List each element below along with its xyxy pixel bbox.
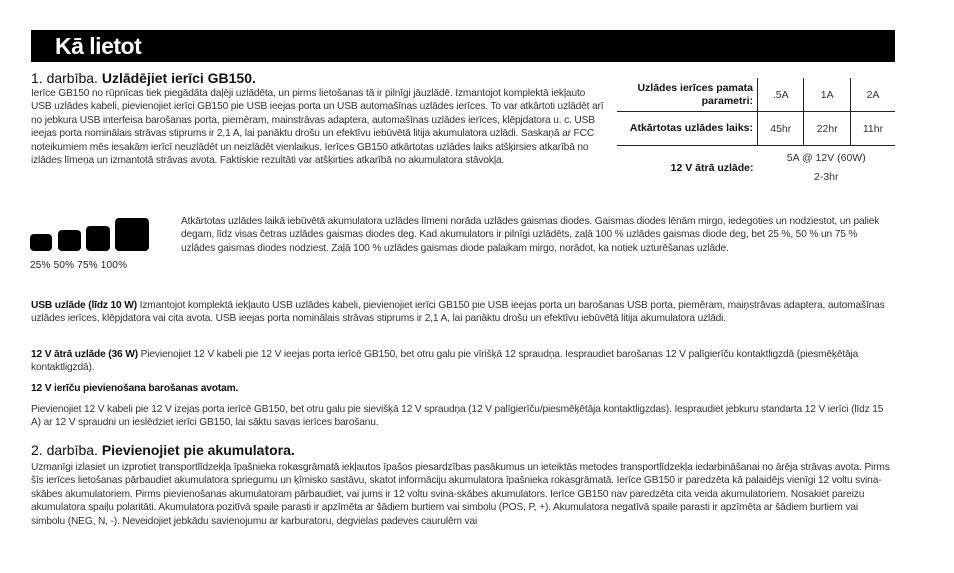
fast-charge-label: 12 V ātrā uzlāde:	[670, 161, 754, 174]
led-description: Atkārtotas uzlādes laikā iebūvētā akumulatora uzlādes līmeni norāda uzlādes gaismas diodes. Gaismas diodes lēnām mirgo, iedegoties un nodziestot, un paliek degam, līdz visas četras uzlādes gaismas diodes deg. Kad akumulators ir pilnīgi uzlādēts, zaļā 100 % uzlādes gaismas diode deg, bet 25 %, 50 % un 75 % uzlādes gaismas diodes nodziest. Zaļā 100 % uzlādes gaismas diode palaikam mirgo, norādot, ka notiek uzturēšanas uzlāde.	[181, 216, 880, 254]
usb-charging-body: Izmantojot komplektā iekļauto USB uzlādes kabeli, pievienojiet ierīci GB150 pie USB ieejas porta un barošanas USB porta, piemēram, maiņstrāvas adaptera, automašīnas uzlādes ierīces, klēpjdatora vai cita avota. USB ieejas porta nominālais strāvas stiprums ir 2,1 A, lai panāktu drošu un efektīvu iebūvētā litija akumulatora uzlādi.	[31, 300, 885, 325]
usb-charging-title: USB uzlāde (līdz 10 W)	[31, 300, 137, 311]
step1-prefix: 1. darbība.	[31, 70, 98, 86]
table-cell: 2A	[850, 78, 895, 112]
led-100-icon	[115, 218, 149, 251]
devices-12v-title: 12 V ierīču pievienošana barošanas avotam.	[31, 383, 239, 394]
table-cell: 22hr	[804, 112, 850, 146]
fast-charge-value	[758, 146, 896, 191]
devices-12v-title-block	[31, 382, 893, 395]
charger-rating-label: Uzlādes ierīces pamata parametri:	[617, 78, 758, 112]
charging-spec-table	[617, 78, 895, 190]
page-title: Kā lietot	[55, 33, 142, 59]
recharge-time-label: Atkārtotas uzlādes laiks:	[617, 112, 758, 146]
usb-charging-section	[31, 299, 893, 326]
fast-charge-power: 5A @ 12V (60W)	[786, 152, 866, 164]
fast-charge-body: Pievienojiet 12 V kabeli pie 12 V ieejas porta ierīcē GB150, bet otru galu pie vīrišķā 12 spraudņa. Iespraudiet barošanas 12 V palīgierīču kontaktligzdā (piesmēķētāja kontaktligzdā).	[31, 349, 859, 374]
led-level-labels: 25% 50% 75% 100%	[30, 260, 128, 271]
fast-charge-section	[31, 348, 893, 375]
step2-prefix: 2. darbība.	[31, 442, 98, 458]
table-cell: .5A	[758, 78, 804, 112]
table-row	[617, 146, 895, 191]
step1-body: Ierīce GB150 no rūpnīcas tiek piegādāta daļēji uzlādēta, un pirms lietošanas tā ir pilnīgi jāuzlādē. Izmantojot komplektā iekļauto USB uzlādes kabeli, pievienojiet ierīci GB150 pie USB ieejas porta un USB automašīnas uzlādes ierīces. To var atkārtoti uzlādēt arī no jebkura USB interfeisa barošanas porta, piemēram, mainstrāvas adaptera, automašīnas uzlādes ierīces, klēpjdatora u. c. USB ieejas porta nominālais strāvas stiprums ir 2,1 A, lai panāktu drošu un efektīvu iebūvētā litija akumulatora uzlādi. Saskaņā ar FCC noteikumiem mēs iesakām ierīcī neuzlādēt un neizlādēt vienlaikus. Ierīces GB150 atkārtotas uzlādes laiks atšķirsies atkarībā no izlādes līmeņa un izmantotā strāvas avota. Faktiskie rezultāti var atšķirties atkarībā no akumulatora stāvokļa.	[31, 88, 604, 167]
step2-body: Uzmanīgi izlasiet un izprotiet transportlīdzekļa īpašnieka rokasgrāmatā iekļautos īpašos piesardzības pasākumus un ieteiktās metodes transportlīdzekļa iedarbināšanai no ārēja strāvas avota. Pirms šīs ierīces lietošanas pārbaudiet akumulatora spriegumu un ķīmisko sastāvu, skatot informāciju akumulatora īpašnieka rokasgrāmatā. Ierīce GB150 ir paredzēta kā palaidējs vienīgi 12 voltu svina-skābes akumulatoriem. Pirms pievienošanas akumulatoram pārbaudiet, vai jums ir 12 voltu svina-skābes akumulators. Ierīce GB150 nav paredzēta cita veida akumulatoriem. Nosakiet pareizu akumulatora spaiļu polaritāti. Akumulatora pozitīvā spaile parasti ir apzīmēta ar šādiem burtiem vai simbolu (POS, P, +). Akumulatora negatīvā spaile parasti ir apzīmēta ar šādiem burtiem vai simbolu (NEG, N, -). Neveidojiet jebkādu savienojumu ar karburatoru, degvielas padeves caurulēm vai	[31, 462, 890, 527]
title-banner	[31, 30, 895, 62]
led-50-icon	[58, 230, 81, 251]
table-row	[617, 78, 895, 112]
step2-heading	[31, 442, 295, 458]
fast-charge-title: 12 V ātrā uzlāde (36 W)	[31, 349, 138, 360]
table-cell: 1A	[804, 78, 850, 112]
step2-title: Pievienojiet pie akumulatora.	[101, 442, 295, 458]
led-75-icon	[86, 226, 110, 251]
step1-title: Uzlādējiet ierīci GB150.	[101, 70, 256, 86]
fast-charge-time: 2-3hr	[813, 171, 839, 183]
devices-12v-body: Pievienojiet 12 V kabeli pie 12 V izejas porta ierīcē GB150, bet otru galu pie sievišķā 12 V spraudņa (12 V palīgierīču/piesmēķētāja kontaktligzdas). Iespraudiet jebkuru standarta 12 V ierīci (līdz 15 A) ar 12 V spraudni un ieslēdziet ierīci GB150, lai sāktu savas ierīces barošanu.	[31, 404, 884, 429]
led-25-icon	[30, 234, 52, 251]
step1-heading	[31, 70, 256, 86]
table-row	[617, 112, 895, 146]
table-cell: 11hr	[850, 112, 895, 146]
table-cell: 45hr	[758, 112, 804, 146]
